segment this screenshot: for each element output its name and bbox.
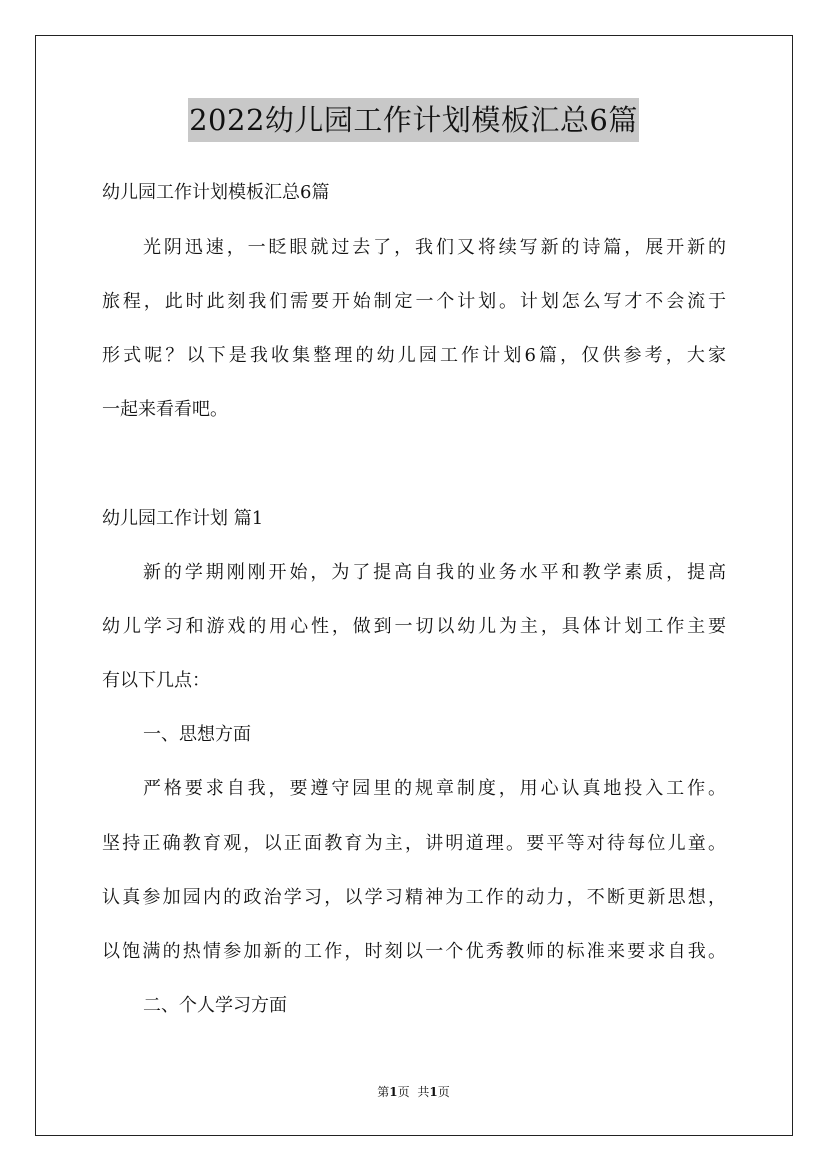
document-title: 2022幼儿园工作计划模板汇总6篇 [188, 98, 639, 142]
heading-study: 二、个人学习方面 [143, 995, 287, 1016]
footer-page-number: 1 [389, 1085, 398, 1099]
intro-line-4: 一起来看看吧。 [102, 399, 228, 420]
footer-page-prefix: 第 [377, 1085, 390, 1099]
footer-total-prefix: 共 [417, 1085, 430, 1099]
intro-line-1: 光阴迅速，一眨眼就过去了，我们又将续写新的诗篇，展开新的 [143, 237, 726, 258]
intro-line-3: 形式呢？以下是我收集整理的幼儿园工作计划6篇，仅供参考，大家 [102, 345, 726, 366]
heading-thought: 一、思想方面 [143, 724, 251, 745]
intro-line-2: 旅程，此时此刻我们需要开始制定一个计划。计划怎么写才不会流于 [102, 291, 726, 312]
section-line-2: 幼儿学习和游戏的用心性，做到一切以幼儿为主，具体计划工作主要 [102, 616, 726, 637]
footer-page-suffix: 页 [397, 1085, 410, 1099]
document-subtitle: 幼儿园工作计划模板汇总6篇 [102, 182, 330, 203]
thought-line-4: 以饱满的热情参加新的工作，时刻以一个优秀教师的标准来要求自我。 [102, 941, 726, 962]
section-line-3: 有以下几点： [102, 670, 210, 691]
title-container [0, 98, 827, 142]
footer-total-number: 1 [429, 1085, 438, 1099]
section-heading: 幼儿园工作计划 篇1 [102, 508, 264, 529]
thought-line-1: 严格要求自我，要遵守园里的规章制度，用心认真地投入工作。 [143, 778, 726, 799]
section-line-1: 新的学期刚刚开始，为了提高自我的业务水平和教学素质，提高 [143, 562, 726, 583]
thought-line-2: 坚持正确教育观，以正面教育为主，讲明道理。要平等对待每位儿童。 [102, 833, 726, 854]
footer-total-suffix: 页 [437, 1085, 450, 1099]
page-footer [0, 1084, 827, 1100]
thought-line-3: 认真参加园内的政治学习，以学习精神为工作的动力，不断更新思想， [102, 887, 726, 908]
